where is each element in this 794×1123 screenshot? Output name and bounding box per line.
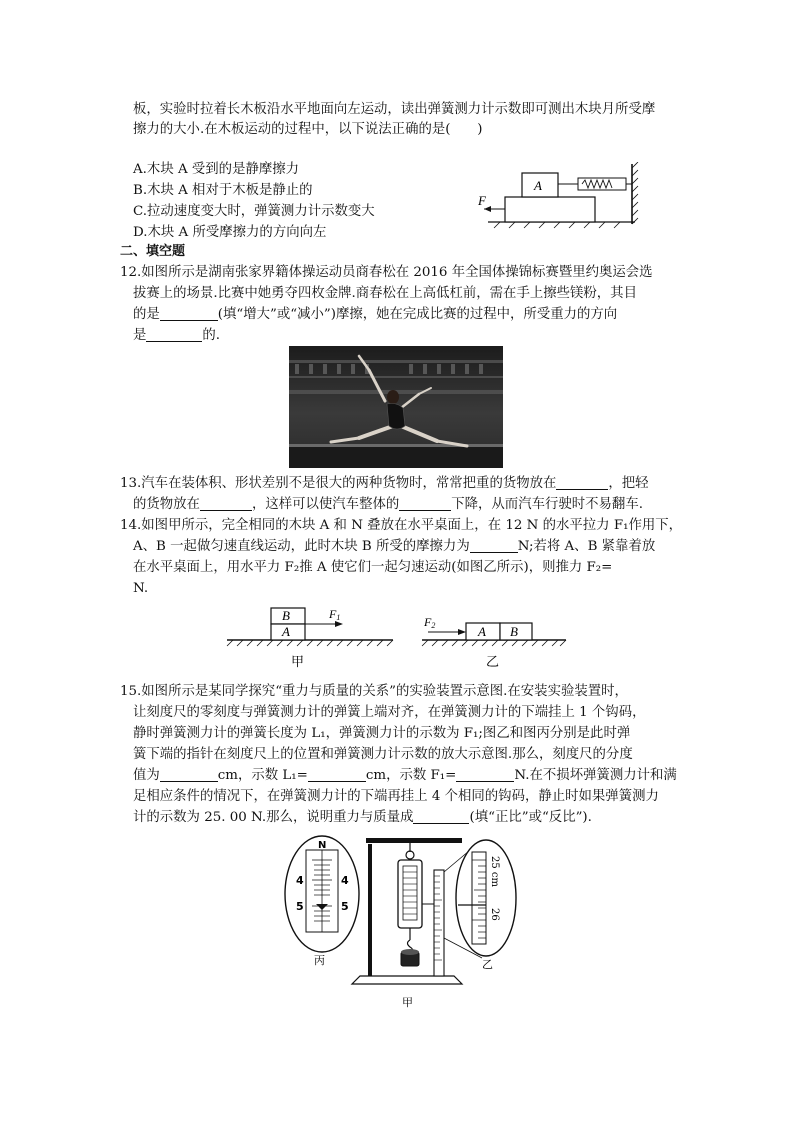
q12-text-line2: 拔赛上的场景.比赛中她勇夺四枚金牌.商春松在上高低杠前，需在手上擦些镁粉，其目 <box>133 286 637 301</box>
q13-text-line2: 的货物放在 ，这样可以使汽车整体的 下降，从而汽车行驶时不易翻车. <box>133 497 643 512</box>
q14-blank-1[interactable] <box>470 538 518 553</box>
q12-text-line1: 12.如图所示是湖南张家界籍体操运动员商春松在 2016 年全国体操锦标赛暨里约奥运会选 <box>120 265 653 280</box>
q15-text-line3: 静时弹簧测力计的弹簧长度为 L₁，弹簧测力计的示数为 F₁;图乙和图丙分别是此时弹 <box>133 726 631 741</box>
q11-figure <box>470 162 645 230</box>
q15-text-line1: 15.如图所示是某同学探究“重力与质量的关系”的实验装置示意图.在安装实验装置时， <box>120 684 628 699</box>
q14-figure-yi <box>420 604 570 672</box>
q11-option-a: A.木块 A 受到的是静摩擦力 <box>133 162 300 177</box>
q14-jia-block-b: B <box>282 608 290 623</box>
q14-figure-jia <box>225 604 395 672</box>
q15-text-line6: 足相应条件的情况下，在弹簧测力计的下端再挂上 4 个相同的钩码，静止时如果弹簧测力 <box>133 789 659 804</box>
q15-left-mark-4: 4 <box>296 874 304 887</box>
q15-blank-3[interactable] <box>456 767 514 782</box>
q14-yi-caption: 乙 <box>486 655 500 670</box>
q11-text-line1: 板，实验时拉着长木板沿水平地面向左运动，读出弹簧测力计示数即可测出木块月所受摩 <box>133 102 656 117</box>
q13-blank-3[interactable] <box>399 496 451 511</box>
q11-option-c: C.拉动速度变大时，弹簧测力计示数变大 <box>133 204 375 219</box>
q14-text-line1: 14.如图甲所示，完全相同的木块 A 和 N 叠放在水平桌面上，在 12 N 的水平拉力 F₁作用下， <box>120 518 683 533</box>
q13-text-line1: 13.汽车在装体积、形状差别不是很大的两种货物时，常常把重的货物放在 ，把轻 <box>120 476 649 491</box>
q15-text-line2: 让刻度尺的零刻度与弹簧测力计的弹簧上端对齐，在弹簧测力计的下端挂上 1 个钩码， <box>133 705 646 720</box>
q11-option-b: B.木块 A 相对于木板是静止的 <box>133 183 313 198</box>
q14-text-line2: A、B 一起做匀速直线运动，此时木块 B 所受的摩擦力为 N;若将 A、B 紧靠着放 <box>133 539 656 554</box>
q14-yi-block-a: A <box>478 624 486 639</box>
q14-text-line4: N. <box>133 581 149 596</box>
q12-blank-1[interactable] <box>160 306 218 321</box>
gymnast-photo <box>289 346 503 468</box>
q15-left-mark-5: 5 <box>296 900 304 913</box>
q15-caption-bing: 丙 <box>314 954 325 967</box>
q13-blank-1[interactable] <box>556 475 608 490</box>
q15-right-mark-5: 5 <box>341 900 349 913</box>
q15-right-mark-4: 4 <box>341 874 349 887</box>
q15-text-line4: 簧下端的指针在刻度尺上的位置和弹簧测力计示数的放大示意图.那么，刻度尺的分度 <box>133 747 633 762</box>
section-title: 二、填空题 <box>120 244 186 259</box>
q11-text-line2: 擦力的大小.在木板运动的过程中，以下说法正确的是( ) <box>133 122 483 137</box>
q11-force-label: F <box>478 193 486 208</box>
q15-ruler-mark-26: 26 <box>489 908 500 921</box>
q11-block-label: A <box>534 178 542 193</box>
q14-jia-caption: 甲 <box>291 655 305 670</box>
q15-caption-jia: 甲 <box>402 996 413 1009</box>
q15-ruler-mark-25: 25 cm <box>489 856 500 887</box>
q12-text-line3: 的是 (填“增大”或“减小”)摩擦，她在完成比赛的过程中，所受重力的方向 <box>133 307 618 322</box>
q15-n-label: N <box>318 840 327 851</box>
q15-text-line5: 值为 cm，示数 L₁= cm，示数 F₁= N.在不损坏弹簧测力计和满 <box>133 768 677 783</box>
q15-blank-2[interactable] <box>308 767 366 782</box>
q15-blank-1[interactable] <box>160 767 218 782</box>
q15-caption-yi: 乙 <box>482 958 493 971</box>
q11-option-d: D.木块 A 所受摩擦力的方向向左 <box>133 225 327 240</box>
q12-text-line4: 是 的. <box>133 328 221 343</box>
q14-jia-force: F1 <box>329 607 341 622</box>
q13-blank-2[interactable] <box>200 496 252 511</box>
q14-text-line3: 在水平桌面上，用水平力 F₂推 A 使它们一起匀速运动(如图乙所示)，则推力 F₂= <box>133 560 613 575</box>
q15-figure <box>282 830 522 1010</box>
q15-blank-4[interactable] <box>413 809 469 824</box>
q12-blank-2[interactable] <box>146 327 202 342</box>
q14-yi-block-b: B <box>510 624 518 639</box>
q14-yi-force: F2 <box>424 615 436 630</box>
q14-jia-block-a: A <box>282 624 290 639</box>
q15-text-line7: 计的示数为 25. 00 N.那么，说明重力与质量成 (填“正比”或“反比”). <box>133 810 592 825</box>
